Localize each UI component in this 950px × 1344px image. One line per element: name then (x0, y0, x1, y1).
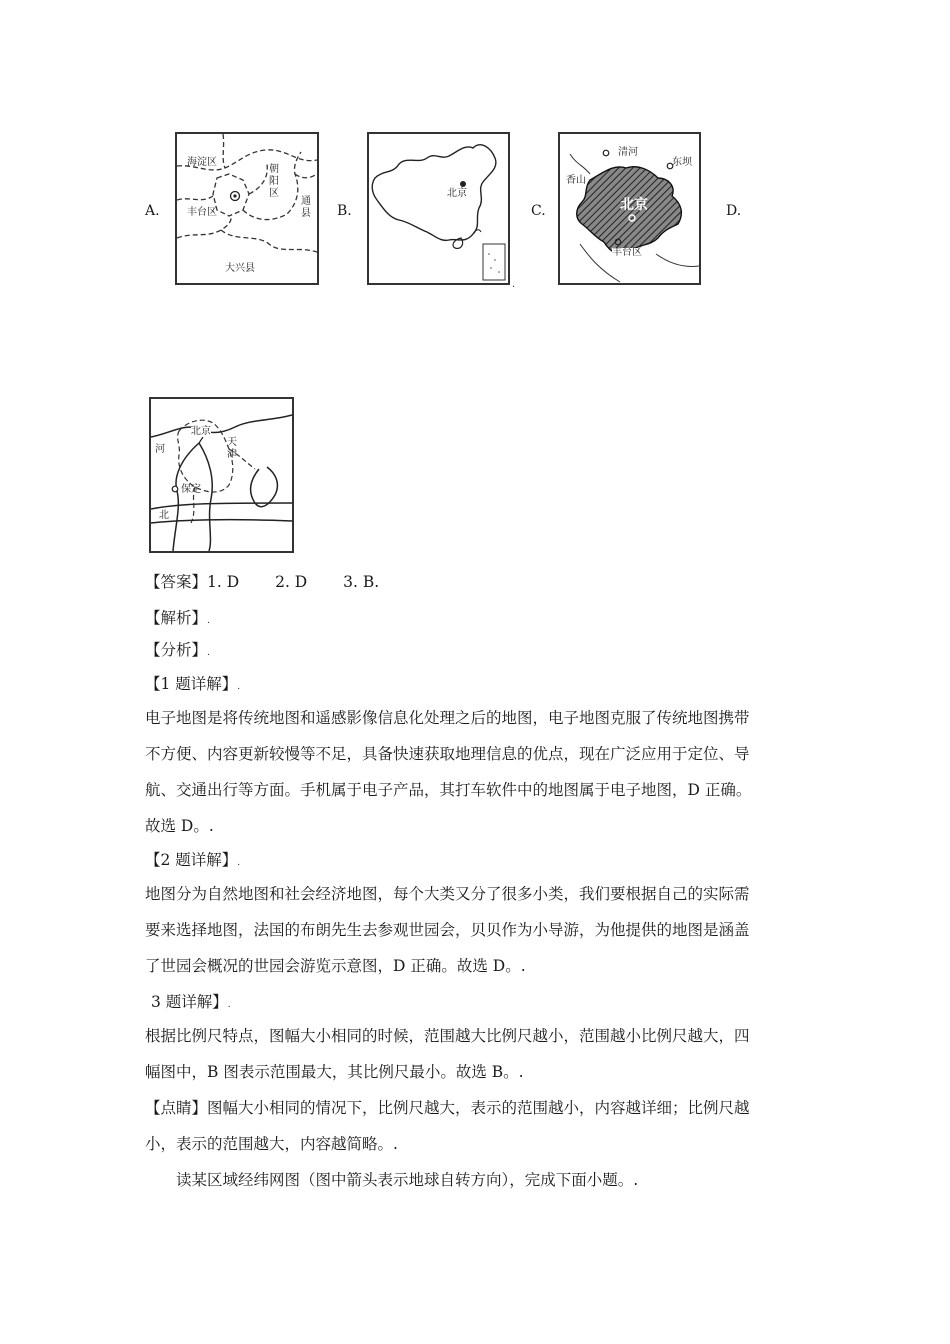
tip-label: 【点睛】 (145, 1099, 208, 1117)
map-d-label-tianjin: 天津 (227, 437, 237, 460)
map-a-district-map (175, 132, 319, 285)
map-a-label-chaoyang: 朝阳区 (269, 164, 279, 199)
analysis-text: . (207, 616, 210, 626)
map-d-label-beijing: 北京 (191, 426, 211, 437)
q1-heading: 【1 题详解】 (145, 675, 238, 693)
map-c-label-dongba: 东坝 (672, 157, 692, 168)
analysis-label: 【解析】 (145, 609, 208, 627)
q2-heading: 【2 题详解】 (145, 851, 238, 869)
q2-heading-suffix: . (237, 858, 241, 868)
map-c-label-xiangshan: 香山 (566, 175, 586, 186)
breakdown-label: 【分析】 (145, 641, 208, 659)
q3-line-1: 根据比例尺特点，图幅大小相同的时候，范围越大比例尺越小，范围越小比例尺越大，四 (145, 1027, 750, 1045)
breakdown-line (145, 640, 210, 663)
q1-line-3: 航、交通出行等方面。手机属于电子产品，其打车软件中的地图属于电子地图，D 正确。 (145, 781, 752, 799)
map-b-outline (369, 134, 508, 283)
tip-line-2: 小，表示的范围越大，内容越简略。. (145, 1135, 398, 1153)
map-d-boundaries (151, 399, 292, 551)
map-d-region-map (149, 397, 294, 553)
answer-text: 1. D 2. D 3. B. (207, 573, 380, 591)
map-d-label-bei: 北 (159, 510, 169, 521)
q2-line-1: 地图分为自然地图和社会经济地图，每个大类又分了很多小类，我们要根据自己的实际需 (145, 885, 750, 903)
q1-line-4: 故选 D。. (145, 817, 214, 835)
tip-text-1: 图幅大小相同的情况下，比例尺越大，表示的范围越小，内容越详细；比例尺越 (207, 1099, 750, 1117)
answer-label: 【答案】 (145, 573, 208, 591)
q2-line-3: 了世园会概况的世园会游览示意图，D 正确。故选 D。. (145, 957, 526, 975)
q1-heading-suffix: . (237, 682, 241, 692)
next-question-intro: 读某区域经纬网图（图中箭头表示地球自转方向），完成下面小题。. (176, 1171, 639, 1189)
stray-dot: . (512, 279, 516, 290)
map-a-label-fengtai: 丰台区 (187, 207, 217, 218)
q1-heading-line (145, 674, 240, 697)
answer-line (145, 572, 379, 592)
q3-heading-line (151, 992, 231, 1015)
map-b-china-map (367, 132, 510, 285)
q2-line-2: 要来选择地图，法国的布朗先生去参观世园会，贝贝作为小导游，为他提供的地图是涵盖 (145, 921, 750, 939)
analysis-line (145, 608, 210, 631)
q1-line-1: 电子地图是将传统地图和遥感影像信息化处理之后的地图，电子地图克服了传统地图携带 (145, 709, 750, 727)
map-a-label-haidian: 海淀区 (187, 157, 217, 168)
map-c-beijing-map (558, 132, 701, 285)
breakdown-text: . (207, 648, 210, 658)
map-b-label-beijing: 北京 (447, 188, 467, 199)
option-b-label: B. (337, 203, 352, 219)
option-c-label: C. (531, 203, 546, 219)
option-d-label: D. (726, 203, 742, 219)
q3-line-2: 幅图中，B 图表示范围最大，其比例尺最小。故选 B。. (145, 1063, 524, 1081)
q2-heading-line (145, 850, 240, 873)
map-c-label-beijing: 北京 (620, 197, 648, 213)
tip-line-1 (145, 1098, 750, 1118)
q3-heading: 3 题详解】 (151, 993, 228, 1011)
q3-heading-suffix: . (227, 1000, 231, 1010)
map-d-label-baoding: 保定 (181, 484, 201, 495)
map-a-label-tongxian: 通县 (301, 196, 311, 219)
option-a-label: A. (145, 203, 160, 219)
q1-line-2: 不方便、内容更新较慢等不足，具备快速获取地理信息的优点，现在广泛应用于定位、导 (145, 745, 750, 763)
map-c-label-fengtai: 丰台区 (612, 247, 642, 258)
map-a-label-daxing: 大兴县 (225, 263, 255, 274)
map-c-label-qinghe: 清河 (618, 147, 638, 158)
map-d-label-he: 河 (155, 444, 165, 455)
